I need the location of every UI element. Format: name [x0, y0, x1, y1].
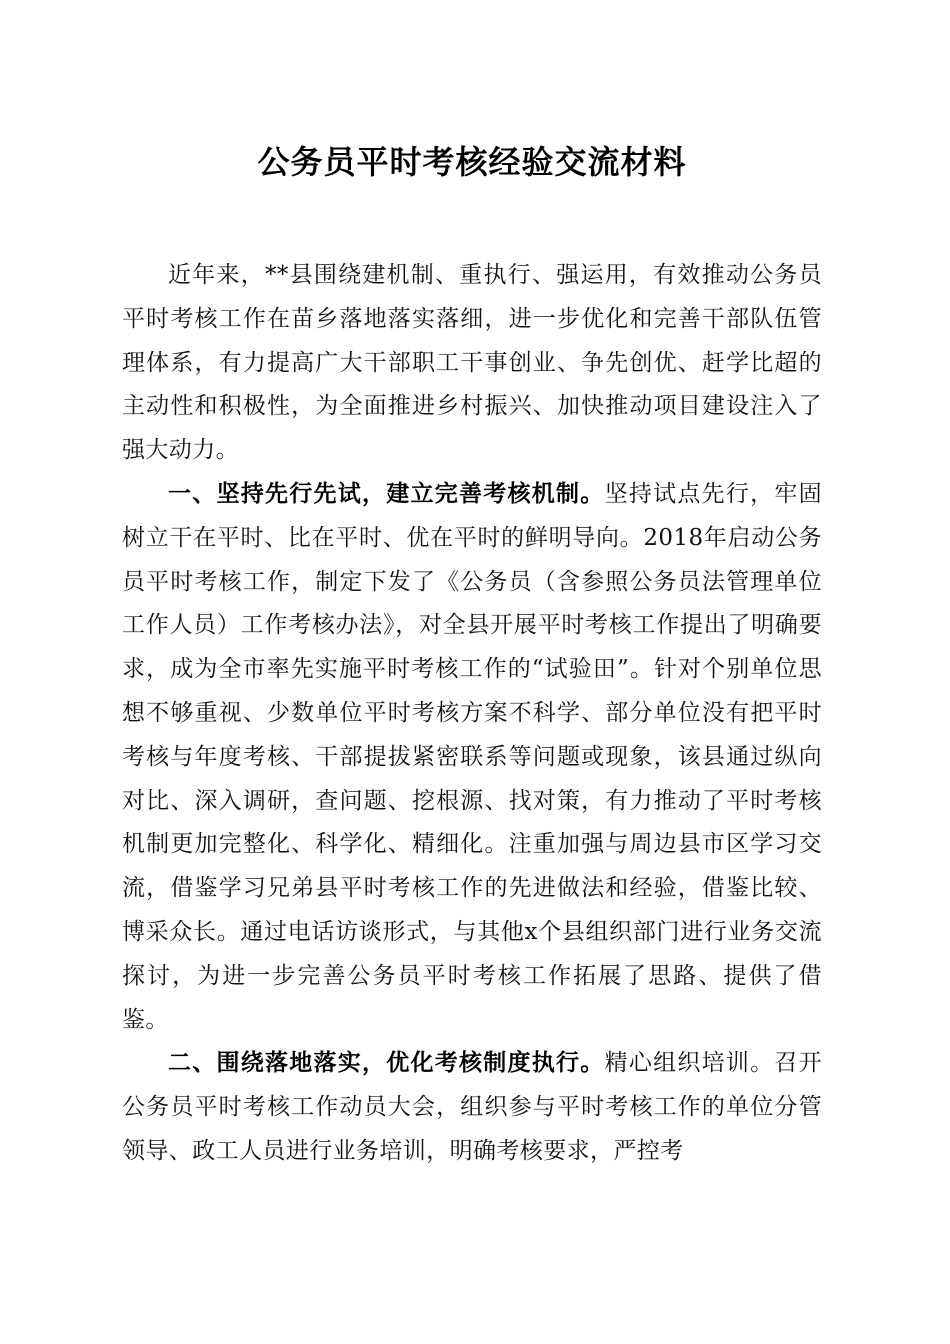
paragraph-body: 近年来，**县围绕建机制、重执行、强运用，有效推动公务员平时考核工作在苗乡落地落实落细，进一步优化和完善干部队伍管理体系，有力提高广大干部职工干事创业、争先创优、赶学比超的主动性和积极性，为全面推进乡村振兴、加快推动项目建设注入了强大动力。 [122, 262, 822, 464]
paragraph-body: 坚持试点先行，牢固树立干在平时、比在平时、优在平时的鲜明导向。2018年启动公务员平时考核工作，制定下发了《公务员（含参照公务员法管理单位工作人员）工作考核办法》，对全县开展平时考核工作提出了明确要求，成为全市率先实施平时考核工作的“试验田”。针对个别单位思想不够重视、少数单位平时考核方案不科学、部分单位没有把平时考核与年度考核、干部提拔紧密联系等问题或现象，该县通过纵向对比、深入调研，查问题、挖根源、找对策，有力推动了平时考核机制更加完整化、科学化、精细化。注重加强与周边县市区学习交流，借鉴学习兄弟县平时考核工作的先进做法和经验，借鉴比较、博采众长。通过电话访谈形式，与其他x个县组织部门进行业务交流探讨，为进一步完善公务员平时考核工作拓展了思路、提供了借鉴。 [122, 480, 822, 1033]
section-heading-2: 二、围绕落地落实，优化考核制度执行。 [168, 1050, 605, 1077]
section-heading-1: 一、坚持先行先试，建立完善考核机制。 [168, 480, 605, 507]
paragraph-intro [122, 254, 822, 473]
document-title: 公务员平时考核经验交流材料 [257, 143, 687, 181]
paragraph-section-2 [122, 1042, 822, 1173]
paragraph-body: 精心组织培训。召开公务员平时考核工作动员大会，组织参与平时考核工作的单位分管领导、政工人员进行业务培训，明确考核要求，严控考 [122, 1050, 822, 1164]
paragraph-section-1 [122, 473, 822, 1042]
